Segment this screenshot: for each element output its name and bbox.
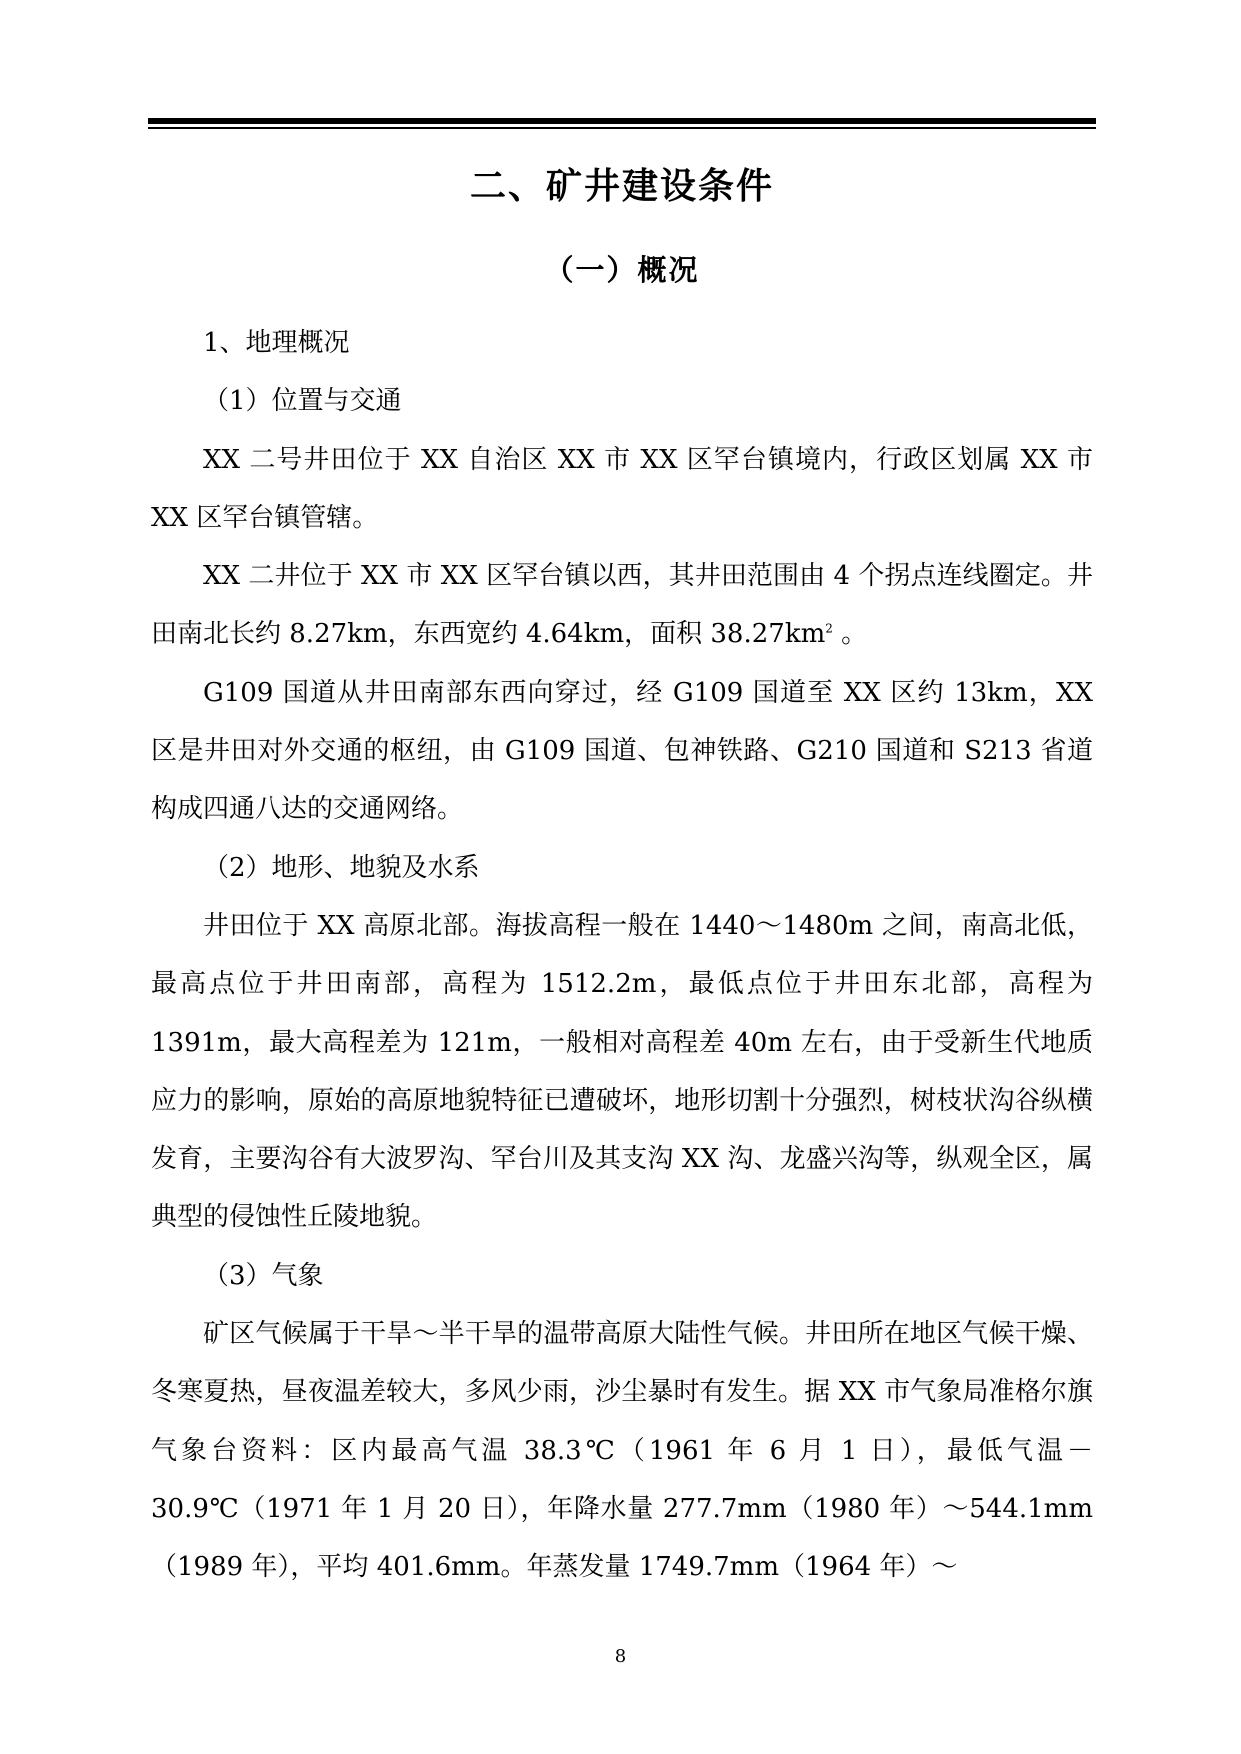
paragraph-boundary-text: XX 二井位于 XX 市 XX 区罕台镇以西，其井田范围由 4 个拐点连线圈定。井田南北长约 8.27km，东西宽约 4.64km，面积 38.27km [151,561,1093,650]
section-title: （一）概况 [544,253,700,287]
area-superscript: 2 [825,621,833,636]
header-rule-thick [148,118,1096,124]
item-heading-climate: （3）气象 [203,1260,324,1291]
item-heading-terrain: （2）地形、地貌及水系 [203,852,480,883]
paragraph-terrain: 井田位于 XX 高原北部。海拔高程一般在 1440～1480m 之间，南高北低，最高点位于井田南部，高程为 1512.2m，最低点位于井田东北部，高程为 1391m，最大高程差为 121m，一般相对高程差 40m 左右，由于受新生代地质应力的影响，原始的高原地貌特征已遭破坏，地形切割十分强烈，树枝状沟谷纵横发育，主要沟谷有大波罗沟、罕台川及其支沟 XX 沟、龙盛兴沟等，纵观全区，属典型的侵蚀性丘陵地貌。 [151,910,1093,1233]
paragraph-boundary-suffix: 。 [832,619,868,650]
document-body [151,314,1093,1597]
paragraph-location: XX 二号井田位于 XX 自治区 XX 市 XX 区罕台镇境内，行政区划属 XX 市 XX 区罕台镇管辖。 [151,444,1093,533]
header-rule-thin [148,127,1096,129]
paragraph-traffic: G109 国道从井田南部东西向穿过，经 G109 国道至 XX 区约 13km，XX 区是井田对外交通的枢纽，由 G109 国道、包神铁路、G210 国道和 S213 省道构成四通八达的交通网络。 [151,677,1093,825]
chapter-title: 二、矿井建设条件 [469,166,774,207]
item-heading-location-traffic: （1）位置与交通 [203,386,402,417]
subsection-heading-geography: 1、地理概况 [203,328,350,358]
paragraph-climate: 矿区气候属于干旱～半干旱的温带高原大陆性气候。井田所在地区气候干燥、冬寒夏热，昼夜温差较大，多风少雨，沙尘暴时有发生。据 XX 市气象局准格尔旗气象台资料：区内最高气温 38.3℃（1961 年 6 月 1 日），最低气温－30.9℃（1971 年 1 月 20 日），年降水量 277.7mm（1980 年）～544.1mm（1989 年），平均 401.6mm。年蒸发量 1749.7mm（1964 年）～ [151,1319,1093,1583]
page-number: 8 [614,1646,627,1667]
paragraph-boundary [151,547,1093,664]
